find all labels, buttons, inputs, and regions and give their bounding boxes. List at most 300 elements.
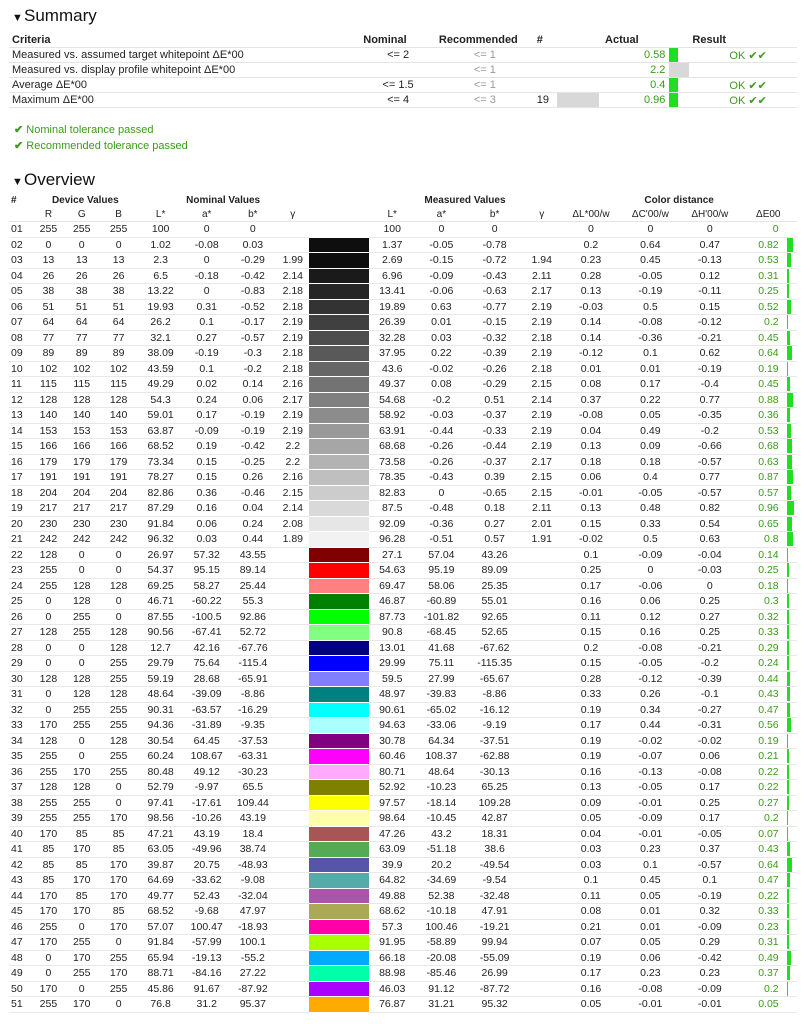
value-cell: 170: [34, 718, 64, 734]
value-cell: -0.4: [680, 377, 739, 393]
delta-e-cell: 0.53: [740, 423, 787, 439]
patch-index: 16: [9, 454, 34, 470]
value-cell: -0.26: [467, 361, 522, 377]
value-cell: 166: [63, 439, 100, 455]
value-cell: -0.83: [229, 284, 276, 300]
delta-e-cell: 0.14: [740, 547, 787, 563]
value-cell: 115: [100, 377, 137, 393]
delta-e-bar-cell: [787, 981, 797, 997]
delta-e-cell: 0.2: [740, 981, 787, 997]
value-cell: -0.43: [467, 268, 522, 284]
value-cell: -0.19: [621, 284, 680, 300]
delta-e-bar: [787, 424, 791, 438]
value-cell: -0.01: [561, 485, 620, 501]
value-cell: -65.91: [229, 671, 276, 687]
value-cell: 100.46: [416, 919, 467, 935]
value-cell: 0: [561, 222, 620, 238]
value-cell: 26: [100, 268, 137, 284]
value-cell: 91.84: [137, 516, 184, 532]
delta-e-bar: [787, 579, 788, 593]
color-swatch: [309, 361, 368, 377]
value-cell: 59.5: [369, 671, 416, 687]
subheader-11: ΔL*00/w: [561, 207, 620, 222]
delta-e-bar-cell: [787, 795, 797, 811]
value-cell: 0.29: [680, 935, 739, 951]
value-cell: 2.16: [276, 470, 309, 486]
delta-e-bar: [787, 238, 793, 252]
delta-e-cell: 0.45: [740, 330, 787, 346]
value-cell: 0.14: [561, 330, 620, 346]
value-cell: [522, 702, 561, 718]
color-swatch: [309, 764, 368, 780]
value-cell: 60.24: [137, 749, 184, 765]
value-cell: 43.26: [467, 547, 522, 563]
value-cell: 0.4: [621, 470, 680, 486]
value-cell: 0: [63, 640, 100, 656]
value-cell: 52.38: [416, 888, 467, 904]
value-cell: 170: [63, 950, 100, 966]
value-cell: 2.17: [522, 454, 561, 470]
result-cell: OK ✔✔: [689, 78, 797, 93]
value-cell: [276, 222, 309, 238]
patch-row: [9, 454, 797, 470]
check-icon: ✔: [14, 124, 24, 136]
patch-row: [9, 764, 797, 780]
value-cell: 25.44: [229, 578, 276, 594]
delta-e-bar-cell: [787, 594, 797, 610]
value-cell: -0.57: [680, 485, 739, 501]
value-cell: 255: [63, 966, 100, 982]
value-cell: 63.87: [137, 423, 184, 439]
delta-e-bar: [787, 811, 788, 825]
patch-row: [9, 563, 797, 579]
value-cell: -34.69: [416, 873, 467, 889]
delta-e-bar-cell: [787, 299, 797, 315]
value-cell: [276, 888, 309, 904]
value-cell: 2.17: [276, 392, 309, 408]
delta-e-bar: [787, 563, 789, 577]
delta-e-bar: [787, 346, 792, 360]
patch-index: 21: [9, 532, 34, 548]
value-cell: 191: [63, 470, 100, 486]
delta-e-bar: [787, 796, 789, 810]
patch-index: 08: [9, 330, 34, 346]
patch-row: [9, 888, 797, 904]
color-swatch: [309, 950, 368, 966]
patch-row: [9, 919, 797, 935]
value-cell: 0.25: [680, 625, 739, 641]
patch-row: [9, 671, 797, 687]
value-cell: [522, 594, 561, 610]
delta-e-bar-cell: [787, 253, 797, 269]
value-cell: 100.1: [229, 935, 276, 951]
summary-heading[interactable]: [0, 0, 97, 28]
value-cell: 95.15: [184, 563, 229, 579]
value-cell: [276, 981, 309, 997]
value-cell: 54.68: [369, 392, 416, 408]
value-cell: 27.99: [416, 671, 467, 687]
value-cell: [276, 594, 309, 610]
criteria-cell: Measured vs. assumed target whitepoint ΔE*00: [9, 48, 360, 63]
value-cell: -9.08: [229, 873, 276, 889]
value-cell: -10.23: [416, 780, 467, 796]
delta-e-cell: 0.36: [740, 408, 787, 424]
value-cell: -0.08: [680, 764, 739, 780]
value-cell: [276, 904, 309, 920]
value-cell: 0.32: [680, 904, 739, 920]
value-cell: 64.34: [416, 733, 467, 749]
value-cell: -0.02: [416, 361, 467, 377]
count-bar: [557, 93, 599, 107]
patch-row: [9, 981, 797, 997]
patch-row: [9, 299, 797, 315]
patch-index: 27: [9, 625, 34, 641]
value-cell: -0.09: [416, 268, 467, 284]
value-cell: 255: [100, 702, 137, 718]
value-cell: [276, 780, 309, 796]
value-cell: 0.18: [621, 454, 680, 470]
patch-index: 28: [9, 640, 34, 656]
value-cell: 0.12: [680, 268, 739, 284]
value-cell: 108.37: [416, 749, 467, 765]
value-cell: -0.19: [229, 423, 276, 439]
overview-heading[interactable]: [0, 164, 95, 192]
actual-bar-cell: [669, 48, 689, 63]
patch-index: 35: [9, 749, 34, 765]
value-cell: 128: [63, 687, 100, 703]
result-cell: [689, 63, 797, 78]
value-cell: 76.87: [369, 997, 416, 1013]
delta-e-bar-cell: [787, 656, 797, 672]
value-cell: 18.4: [229, 826, 276, 842]
value-cell: 255: [34, 563, 64, 579]
value-cell: 255: [100, 222, 137, 238]
value-cell: 64: [63, 315, 100, 331]
value-cell: 0.17: [621, 377, 680, 393]
patch-row: [9, 222, 797, 238]
delta-e-cell: 0.87: [740, 470, 787, 486]
value-cell: 170: [34, 826, 64, 842]
delta-e-bar-cell: [787, 780, 797, 796]
value-cell: 0: [229, 222, 276, 238]
actual-bar-cell: [669, 78, 689, 93]
value-cell: [276, 935, 309, 951]
value-cell: -0.12: [561, 346, 620, 362]
value-cell: 0: [63, 656, 100, 672]
nominal-tolerance-note: [14, 122, 188, 138]
patch-row: [9, 904, 797, 920]
value-cell: 128: [34, 780, 64, 796]
delta-e-cell: 0.22: [740, 888, 787, 904]
value-cell: -0.05: [416, 237, 467, 253]
delta-e-bar: [787, 889, 789, 903]
value-cell: 2.11: [522, 501, 561, 517]
value-cell: 46.87: [369, 594, 416, 610]
value-cell: 37.95: [369, 346, 416, 362]
value-cell: -0.08: [561, 408, 620, 424]
value-cell: 0.11: [561, 888, 620, 904]
color-swatch: [309, 578, 368, 594]
value-cell: 255: [100, 671, 137, 687]
delta-e-bar-cell: [787, 966, 797, 982]
value-cell: 153: [63, 423, 100, 439]
value-cell: 0.22: [416, 346, 467, 362]
patch-row: [9, 547, 797, 563]
value-cell: 0.05: [561, 997, 620, 1013]
value-cell: 27.1: [369, 547, 416, 563]
value-cell: 0.03: [561, 857, 620, 873]
value-cell: 47.91: [467, 904, 522, 920]
value-cell: 2.11: [522, 268, 561, 284]
actual-header: Actual: [602, 32, 669, 48]
value-cell: [276, 702, 309, 718]
value-cell: 0.77: [680, 470, 739, 486]
value-cell: 1.91: [522, 532, 561, 548]
value-cell: 0.15: [561, 625, 620, 641]
value-cell: [522, 795, 561, 811]
patch-index: 50: [9, 981, 34, 997]
value-cell: -0.15: [467, 315, 522, 331]
delta-e-cell: 0.22: [740, 780, 787, 796]
value-cell: 0.05: [561, 811, 620, 827]
value-cell: -0.19: [680, 888, 739, 904]
result-header: Result: [689, 32, 797, 48]
value-cell: [522, 687, 561, 703]
delta-e-cell: 0.47: [740, 873, 787, 889]
value-cell: -0.63: [467, 284, 522, 300]
delta-e-cell: 0.56: [740, 718, 787, 734]
subheader-1: G: [63, 207, 100, 222]
delta-e-cell: 0.57: [740, 485, 787, 501]
value-cell: 46.71: [137, 594, 184, 610]
value-cell: 2.2: [276, 439, 309, 455]
value-cell: -0.29: [467, 377, 522, 393]
value-cell: 102: [34, 361, 64, 377]
collapse-triangle-icon[interactable]: ▼: [12, 12, 23, 24]
value-cell: -32.48: [467, 888, 522, 904]
color-swatch: [309, 594, 368, 610]
delta-e-bar-cell: [787, 671, 797, 687]
value-cell: 0.23: [680, 966, 739, 982]
value-cell: 31.21: [416, 997, 467, 1013]
value-cell: 0.44: [229, 532, 276, 548]
patch-row: [9, 361, 797, 377]
value-cell: -37.53: [229, 733, 276, 749]
value-cell: 58.06: [416, 578, 467, 594]
value-cell: [522, 625, 561, 641]
value-cell: 0.16: [561, 981, 620, 997]
value-cell: 0.03: [184, 532, 229, 548]
value-cell: -0.36: [621, 330, 680, 346]
value-cell: -0.09: [680, 981, 739, 997]
value-cell: 88.98: [369, 966, 416, 982]
value-cell: -0.29: [229, 253, 276, 269]
value-cell: 42.87: [467, 811, 522, 827]
value-cell: 0.63: [680, 532, 739, 548]
value-cell: [522, 842, 561, 858]
value-cell: 0.17: [561, 966, 620, 982]
delta-e-bar: [787, 548, 788, 562]
value-cell: [522, 857, 561, 873]
value-cell: -19.21: [467, 919, 522, 935]
value-cell: 0: [34, 702, 64, 718]
value-cell: -0.08: [184, 237, 229, 253]
value-cell: 0.48: [621, 501, 680, 517]
patch-index: 10: [9, 361, 34, 377]
value-cell: -0.21: [680, 640, 739, 656]
patch-row: [9, 842, 797, 858]
value-cell: -0.01: [621, 795, 680, 811]
delta-e-bar: [787, 501, 794, 515]
value-cell: [276, 826, 309, 842]
value-cell: 0.77: [680, 392, 739, 408]
subheader-12: ΔC'00/w: [621, 207, 680, 222]
color-swatch: [309, 237, 368, 253]
value-cell: -0.02: [561, 532, 620, 548]
subheader-0: R: [34, 207, 64, 222]
value-cell: -37.51: [467, 733, 522, 749]
delta-e-bar: [787, 780, 789, 794]
value-cell: 30.78: [369, 733, 416, 749]
value-cell: -60.89: [416, 594, 467, 610]
delta-e-bar: [787, 610, 789, 624]
subheader-7: L*: [369, 207, 416, 222]
overview-group-header-row: [9, 193, 797, 207]
actual-cell: 0.96: [602, 93, 669, 108]
value-cell: 92.86: [229, 609, 276, 625]
delta-e-bar-cell: [787, 904, 797, 920]
value-cell: 170: [100, 811, 137, 827]
value-cell: 2.2: [276, 454, 309, 470]
value-cell: [276, 997, 309, 1013]
value-cell: 100: [137, 222, 184, 238]
collapse-triangle-icon[interactable]: ▼: [12, 176, 23, 188]
value-cell: [276, 764, 309, 780]
value-cell: 25.35: [467, 578, 522, 594]
value-cell: 0.45: [621, 253, 680, 269]
delta-e-bar: [787, 935, 789, 949]
value-cell: -30.23: [229, 764, 276, 780]
value-cell: 38.09: [137, 346, 184, 362]
value-cell: 2.19: [522, 346, 561, 362]
value-cell: 95.37: [229, 997, 276, 1013]
value-cell: 0: [34, 609, 64, 625]
value-cell: 78.27: [137, 470, 184, 486]
color-swatch: [309, 826, 368, 842]
color-swatch: [309, 687, 368, 703]
value-cell: 255: [63, 935, 100, 951]
delta-e-cell: 0.53: [740, 253, 787, 269]
value-cell: -0.42: [229, 268, 276, 284]
actual-bar: [669, 63, 689, 77]
value-cell: 0: [184, 222, 229, 238]
delta-e-bar: [787, 377, 790, 391]
value-cell: [276, 733, 309, 749]
value-cell: 170: [100, 919, 137, 935]
delta-e-bar: [787, 439, 792, 453]
patch-row: [9, 408, 797, 424]
delta-e-bar: [787, 842, 790, 856]
color-swatch: [309, 222, 368, 238]
color-swatch: [309, 563, 368, 579]
delta-e-bar-cell: [787, 346, 797, 362]
value-cell: 0.18: [561, 454, 620, 470]
value-cell: -0.05: [621, 485, 680, 501]
delta-e-bar: [787, 594, 789, 608]
value-cell: -0.57: [680, 454, 739, 470]
value-cell: 26: [63, 268, 100, 284]
count-header: #: [534, 32, 602, 48]
patch-row: [9, 315, 797, 331]
value-cell: -39.09: [184, 687, 229, 703]
value-cell: 64: [34, 315, 64, 331]
value-cell: 85: [100, 826, 137, 842]
value-cell: 0: [100, 780, 137, 796]
value-cell: 170: [63, 873, 100, 889]
color-swatch: [309, 501, 368, 517]
delta-e-bar-cell: [787, 702, 797, 718]
value-cell: 0.37: [561, 392, 620, 408]
value-cell: 43.19: [229, 811, 276, 827]
value-cell: 65.5: [229, 780, 276, 796]
value-cell: 204: [63, 485, 100, 501]
value-cell: 166: [100, 439, 137, 455]
value-cell: 73.58: [369, 454, 416, 470]
value-cell: 100.47: [184, 919, 229, 935]
value-cell: -0.12: [621, 671, 680, 687]
value-cell: 0.19: [561, 733, 620, 749]
value-cell: 0: [63, 749, 100, 765]
check-icon: ✔: [14, 140, 24, 152]
value-cell: -0.11: [680, 284, 739, 300]
delta-e-cell: 0.31: [740, 268, 787, 284]
value-cell: -57.99: [184, 935, 229, 951]
recommended-cell: <= 1: [436, 78, 534, 93]
delta-e-bar-cell: [787, 532, 797, 548]
delta-e-bar: [787, 687, 790, 701]
value-cell: -0.05: [621, 268, 680, 284]
value-cell: 20.2: [416, 857, 467, 873]
value-cell: 49.77: [137, 888, 184, 904]
value-cell: 6.5: [137, 268, 184, 284]
value-cell: 2.19: [522, 423, 561, 439]
value-cell: 128: [63, 578, 100, 594]
value-cell: 255: [100, 950, 137, 966]
value-cell: 0: [34, 594, 64, 610]
value-cell: 43.6: [369, 361, 416, 377]
delta-e-bar: [787, 284, 789, 298]
overview-table: [9, 193, 797, 1013]
delta-e-cell: 0.19: [740, 361, 787, 377]
patch-row: [9, 253, 797, 269]
delta-e-bar-cell: [787, 687, 797, 703]
value-cell: 230: [34, 516, 64, 532]
value-cell: 58.27: [184, 578, 229, 594]
value-cell: 89: [100, 346, 137, 362]
delta-e-bar: [787, 641, 789, 655]
value-cell: 2.19: [276, 408, 309, 424]
value-cell: 73.34: [137, 454, 184, 470]
value-cell: -49.54: [467, 857, 522, 873]
value-cell: 102: [100, 361, 137, 377]
value-cell: 2.18: [276, 361, 309, 377]
value-cell: 0.24: [229, 516, 276, 532]
value-cell: -0.44: [416, 423, 467, 439]
value-cell: -0.39: [680, 671, 739, 687]
value-cell: 96.32: [137, 532, 184, 548]
value-cell: -87.72: [467, 981, 522, 997]
value-cell: 29.99: [369, 656, 416, 672]
